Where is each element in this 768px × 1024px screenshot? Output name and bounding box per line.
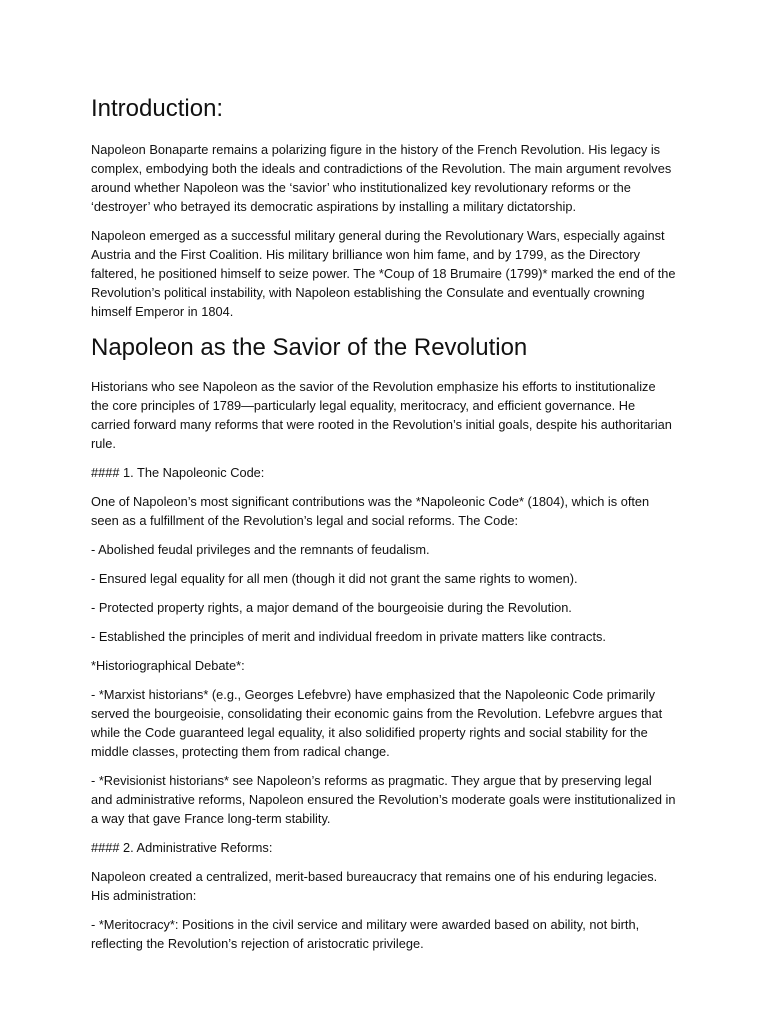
historiographical-debate-label: *Historiographical Debate*:	[91, 658, 245, 673]
admin-bullet-meritocracy: - *Meritocracy*: Positions in the civil service and military were awarded based on ability, not birth, reflecting the Revolution’s rejection of aristocratic privilege.	[91, 917, 640, 951]
administrative-reforms-subheading: #### 2. Administrative Reforms:	[91, 840, 273, 855]
administrative-paragraph: Napoleon created a centralized, merit-based bureaucracy that remains one of his enduring legacies. His administration:	[91, 869, 658, 903]
code-bullet-4: - Established the principles of merit and individual freedom in private matters like contracts.	[91, 629, 606, 644]
intro-paragraph-1: Napoleon Bonaparte remains a polarizing figure in the history of the French Revolution. His legacy is complex, embodying both the ideals and contradictions of the Revolution. The main argument revolves around whether Napoleon was the ‘savior’ who institutionalized key revolutionary reforms or the ‘destroyer’ who betrayed its democratic aspirations by installing a military dictatorship.	[91, 142, 672, 214]
introduction-heading: Introduction:	[91, 95, 224, 122]
code-bullet-2: - Ensured legal equality for all men (though it did not grant the same rights to women).	[91, 571, 578, 586]
debate-bullet-revisionist: - *Revisionist historians* see Napoleon’s reforms as pragmatic. They argue that by preserving legal and administrative reforms, Napoleon ensured the Revolution’s moderate goals were institutionalized in a way that gave France long-term stability.	[91, 773, 676, 826]
debate-bullet-marxist: - *Marxist historians* (e.g., Georges Lefebvre) have emphasized that the Napoleonic Code primarily served the bourgeoisie, consolidating their economic gains from the Revolution. Lefebvre argues that while the Code guaranteed legal equality, it also solidified property rights and social stability for the middle classes, protecting them from radical change.	[91, 687, 663, 759]
napoleonic-code-subheading: #### 1. The Napoleonic Code:	[91, 465, 265, 480]
code-bullet-3: - Protected property rights, a major demand of the bourgeoisie during the Revolution.	[91, 600, 572, 615]
code-bullet-1: - Abolished feudal privileges and the remnants of feudalism.	[91, 542, 430, 557]
napoleonic-code-paragraph: One of Napoleon’s most significant contributions was the *Napoleonic Code* (1804), which is often seen as a fulfillment of the Revolution’s legal and social reforms. The Code:	[91, 494, 650, 528]
savior-paragraph: Historians who see Napoleon as the savior of the Revolution emphasize his efforts to institutionalize the core principles of 1789—particularly legal equality, meritocracy, and efficient governance. He carried forward many reforms that were rooted in the Revolution’s initial goals, despite his authoritarian rule.	[91, 379, 672, 451]
intro-paragraph-2: Napoleon emerged as a successful military general during the Revolutionary Wars, especially against Austria and the First Coalition. His military brilliance won him fame, and by 1799, as the Directory faltered, he positioned himself to seize power. The *Coup of 18 Brumaire (1799)* marked the end of the Revolution’s political instability, with Napoleon establishing the Consulate and eventually crowning himself Emperor in 1804.	[91, 228, 676, 319]
savior-heading: Napoleon as the Savior of the Revolution	[91, 334, 528, 361]
